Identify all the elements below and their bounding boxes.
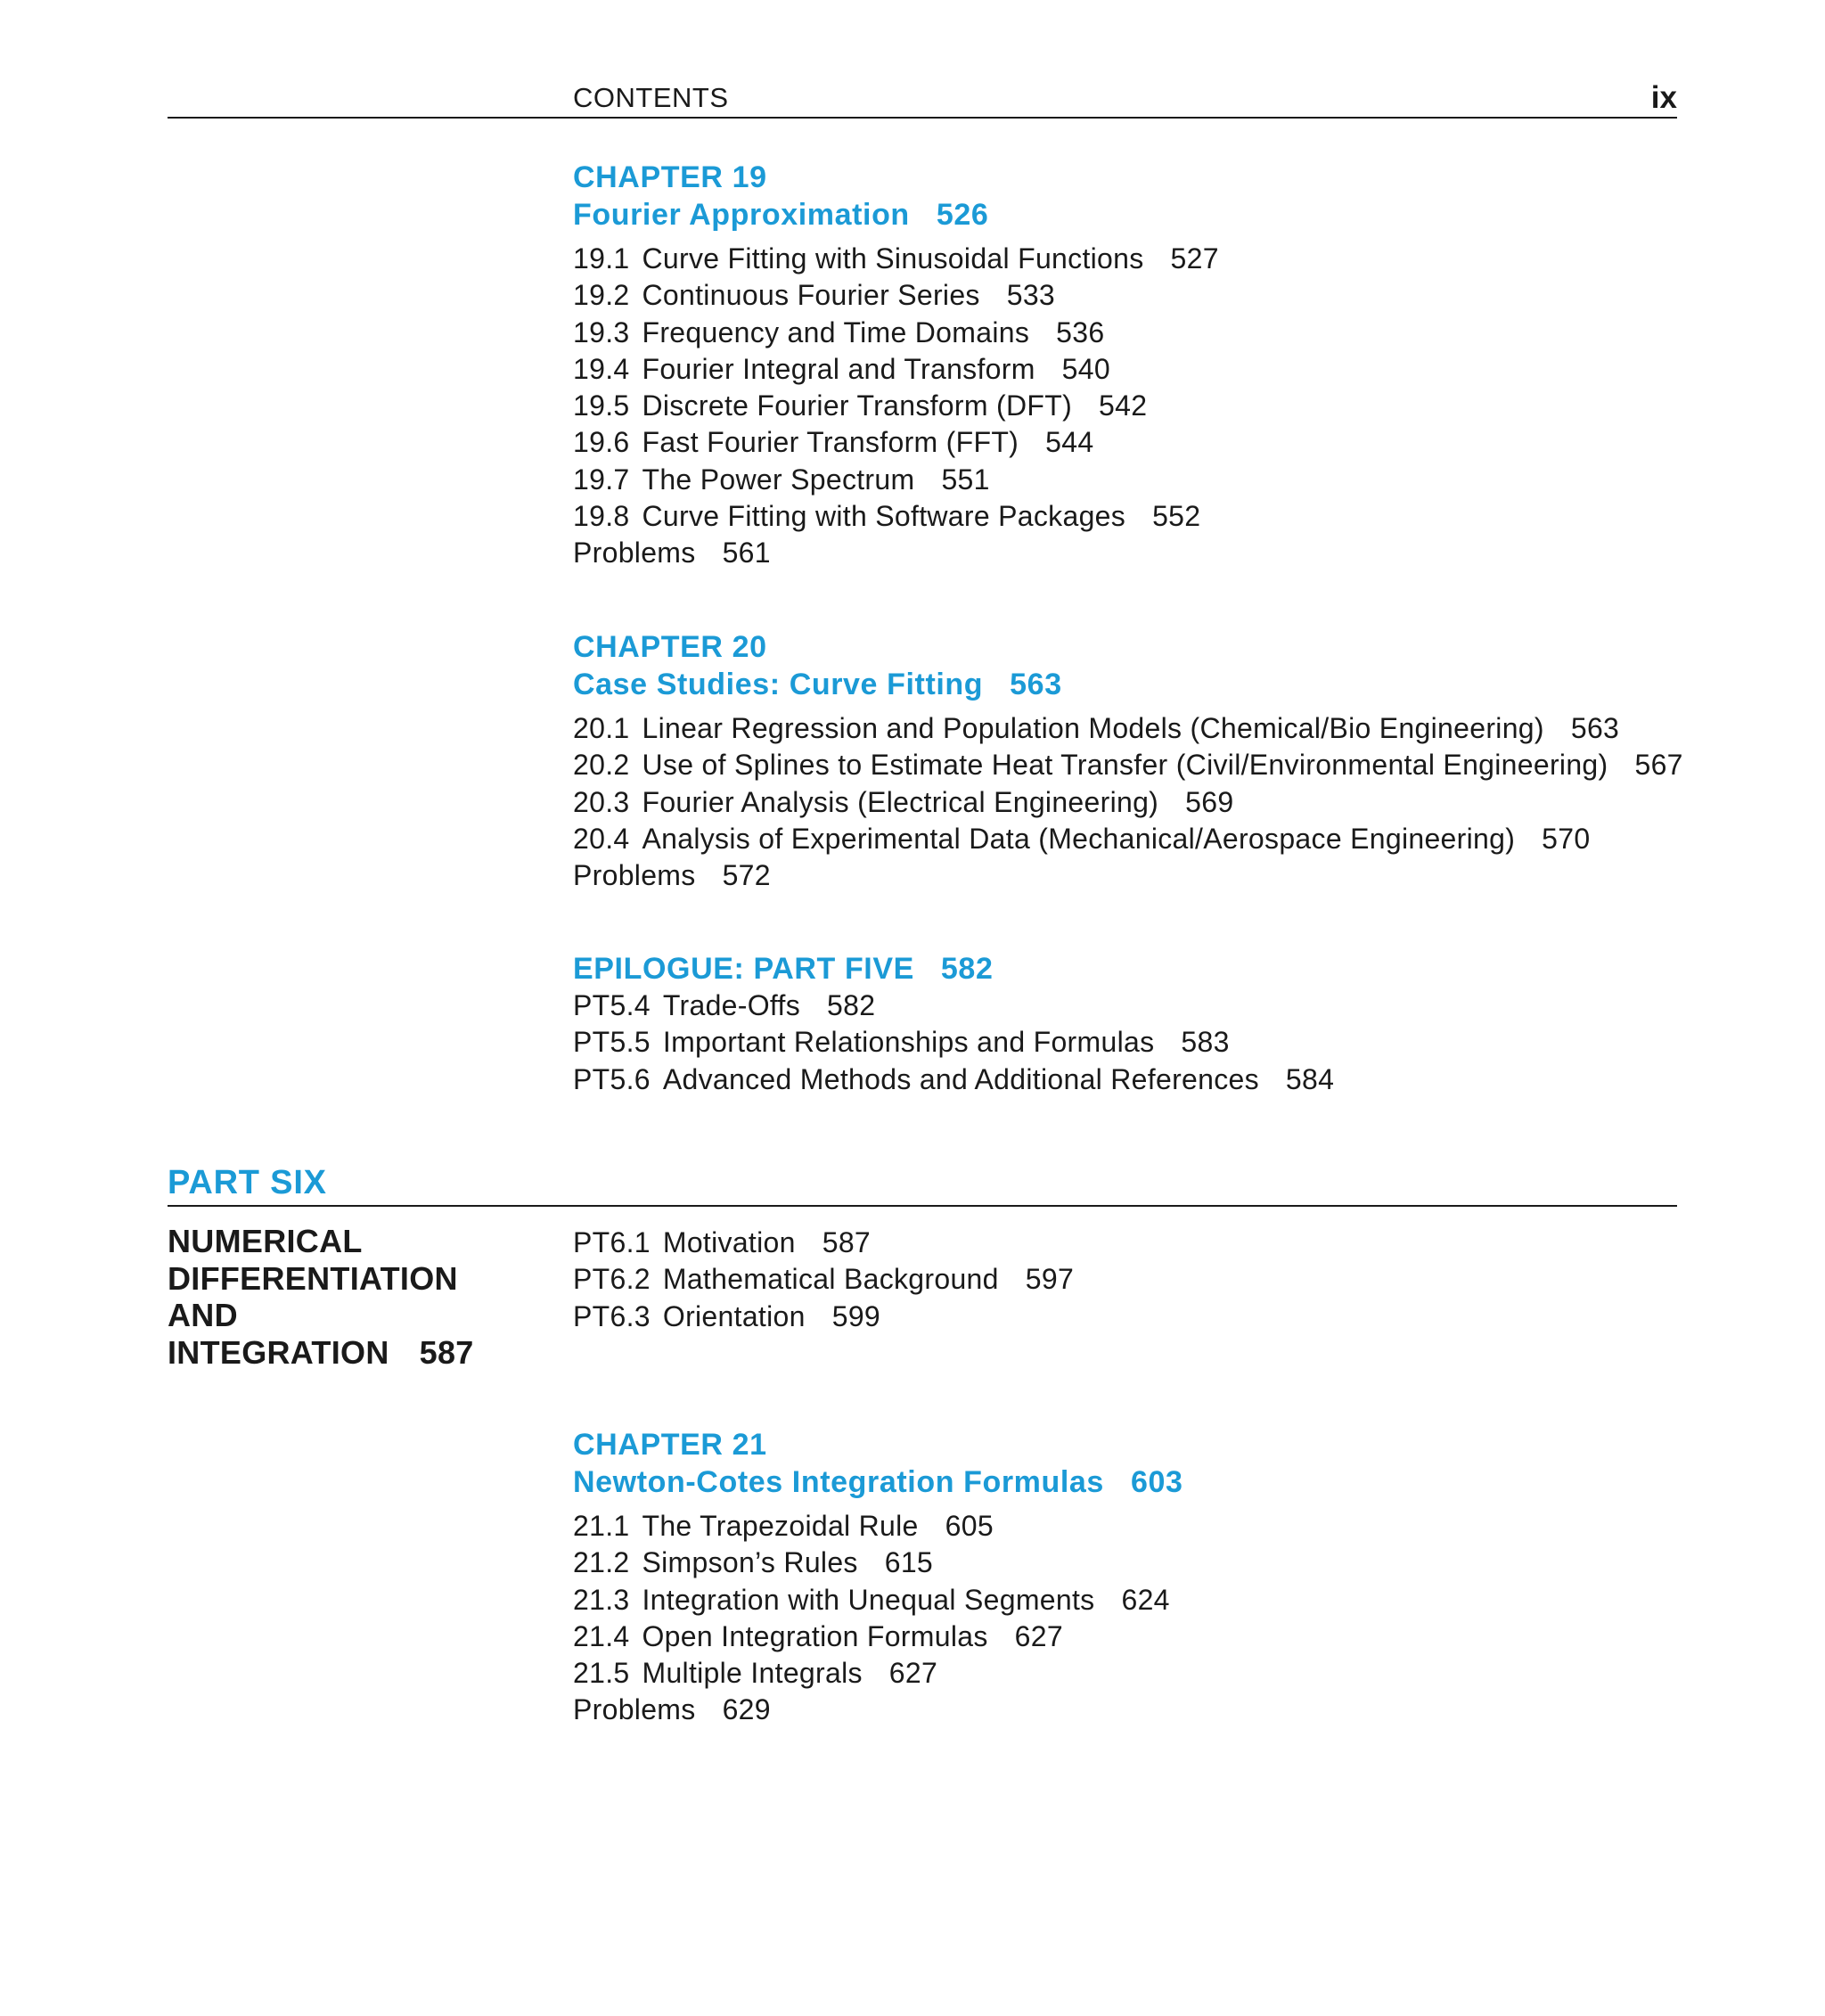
entry-title: Multiple Integrals — [642, 1657, 863, 1690]
entry-page: 567 — [1634, 749, 1683, 782]
part-six-title — [168, 1223, 474, 1371]
chapter-20-title: Case Studies: Curve Fitting — [573, 668, 984, 701]
part-six-entries-block — [573, 1225, 1074, 1335]
chapter-20-page: 563 — [1010, 668, 1062, 701]
entry-title: Simpson’s Rules — [642, 1546, 858, 1579]
entry-page: 570 — [1542, 822, 1591, 855]
entry-title: Problems — [573, 1693, 696, 1726]
entry-title: Curve Fitting with Software Packages — [642, 500, 1126, 533]
chapter-20-label: CHAPTER 20 — [573, 630, 767, 664]
chapter-21-title: Newton-Cotes Integration Formulas — [573, 1465, 1104, 1499]
entry-title: Fourier Analysis (Electrical Engineering) — [642, 785, 1159, 818]
entry-number: 20.1 — [573, 712, 630, 744]
entry-title: Orientation — [662, 1299, 806, 1332]
chapter-21-label: CHAPTER 21 — [573, 1428, 767, 1462]
toc-entry[interactable] — [573, 351, 1219, 388]
running-head: CONTENTS — [573, 82, 729, 113]
part-six-title-line: INTEGRATION — [168, 1333, 389, 1371]
entry-number: 19.7 — [573, 463, 630, 496]
entry-title: Motivation — [662, 1226, 796, 1258]
entry-page: 540 — [1061, 352, 1110, 385]
part-six-title-line: AND — [168, 1297, 238, 1333]
toc-entry[interactable] — [573, 784, 1683, 821]
toc-entry[interactable] — [573, 462, 1219, 498]
entry-page: 629 — [722, 1693, 771, 1726]
toc-entry[interactable] — [573, 1655, 1183, 1692]
entry-page: 542 — [1099, 389, 1148, 422]
entry-title: Problems — [573, 859, 696, 892]
entry-page: 624 — [1121, 1583, 1170, 1616]
epilogue-block — [573, 950, 1334, 1098]
entry-title: Open Integration Formulas — [642, 1619, 988, 1652]
part-six-title-last-line — [168, 1334, 474, 1372]
entry-number: 19.5 — [573, 389, 630, 422]
toc-entry[interactable] — [573, 1024, 1334, 1061]
epilogue-page: 582 — [940, 952, 994, 986]
part-six-rule — [168, 1205, 1677, 1207]
entry-page: 551 — [941, 463, 990, 496]
entry-page: 533 — [1006, 279, 1056, 312]
entry-number: 20.3 — [573, 785, 630, 818]
entry-number: 21.5 — [573, 1657, 630, 1690]
entry-number: 20.4 — [573, 822, 630, 855]
entry-number: PT6.1 — [573, 1226, 651, 1258]
chapter-21-entries — [573, 1508, 1183, 1729]
entry-page: 605 — [945, 1510, 994, 1542]
chapter-19-page: 526 — [936, 198, 989, 232]
toc-entry[interactable] — [573, 710, 1683, 747]
toc-entry[interactable] — [573, 424, 1219, 461]
entry-number: PT5.6 — [573, 1062, 651, 1095]
chapter-19-title: Fourier Approximation — [573, 198, 910, 232]
entry-page: 583 — [1181, 1026, 1230, 1059]
entry-page: 587 — [822, 1226, 872, 1258]
chapter-21-page: 603 — [1130, 1465, 1183, 1499]
entry-number: PT5.4 — [573, 989, 651, 1021]
entry-page: 582 — [827, 989, 876, 1021]
entry-title: Use of Splines to Estimate Heat Transfer (Civil/Environmental Engineering) — [642, 749, 1608, 782]
toc-entry[interactable] — [573, 1299, 1074, 1335]
entry-title: Trade-Offs — [662, 989, 801, 1021]
entry-title: The Trapezoidal Rule — [642, 1510, 919, 1542]
toc-entry-problems[interactable] — [573, 857, 1683, 894]
entry-title: Integration with Unequal Segments — [642, 1583, 1095, 1616]
epilogue-entries — [573, 988, 1334, 1098]
entry-title: Mathematical Background — [662, 1263, 999, 1296]
part-six-label: PART SIX — [168, 1164, 327, 1201]
toc-entry[interactable] — [573, 388, 1219, 424]
entry-title: Continuous Fourier Series — [642, 279, 980, 312]
entry-page: 599 — [831, 1299, 881, 1332]
entry-number: 21.1 — [573, 1510, 630, 1542]
toc-entry[interactable] — [573, 1508, 1183, 1545]
toc-entry[interactable] — [573, 277, 1219, 314]
toc-entry[interactable] — [573, 747, 1683, 783]
entry-number: 19.3 — [573, 316, 630, 348]
entry-page: 627 — [888, 1657, 938, 1690]
entry-number: PT6.2 — [573, 1263, 651, 1296]
entry-number: 19.8 — [573, 500, 630, 533]
entry-page: 527 — [1170, 242, 1219, 275]
entry-title: Discrete Fourier Transform (DFT) — [642, 389, 1073, 422]
toc-entry[interactable] — [573, 988, 1334, 1024]
entry-number: 19.4 — [573, 352, 630, 385]
part-six-page: 587 — [419, 1333, 474, 1371]
entry-page: 544 — [1045, 426, 1094, 459]
entry-page: 536 — [1056, 316, 1105, 348]
toc-entry[interactable] — [573, 1545, 1183, 1581]
entry-title: Frequency and Time Domains — [642, 316, 1030, 348]
chapter-21-title-line — [573, 1463, 1183, 1501]
entry-title: Fast Fourier Transform (FFT) — [642, 426, 1019, 459]
chapter-19-label: CHAPTER 19 — [573, 160, 767, 194]
entry-title: The Power Spectrum — [642, 463, 915, 496]
chapter-19-title-line — [573, 196, 1219, 234]
entry-number: 19.6 — [573, 426, 630, 459]
entry-number: 19.2 — [573, 279, 630, 312]
epilogue-title: EPILOGUE: PART FIVE — [573, 952, 914, 986]
part-six-title-line: DIFFERENTIATION — [168, 1259, 458, 1297]
entry-page: 597 — [1025, 1263, 1075, 1296]
entry-number: 19.1 — [573, 242, 630, 275]
chapter-21-block — [573, 1426, 1183, 1729]
toc-entry[interactable] — [573, 821, 1683, 857]
toc-entry[interactable] — [573, 1619, 1183, 1655]
entry-title: Linear Regression and Population Models (Chemical/Bio Engineering) — [642, 712, 1544, 744]
chapter-20-title-line — [573, 666, 1683, 703]
chapter-20-block — [573, 628, 1683, 894]
toc-entry[interactable] — [573, 1225, 1074, 1261]
entry-title: Advanced Methods and Additional References — [662, 1062, 1259, 1095]
entry-title: Important Relationships and Formulas — [662, 1026, 1155, 1059]
entry-title: Analysis of Experimental Data (Mechanical/Aerospace Engineering) — [642, 822, 1516, 855]
entry-title: Curve Fitting with Sinusoidal Functions — [642, 242, 1144, 275]
chapter-20-entries — [573, 710, 1683, 894]
chapter-19-entries — [573, 241, 1219, 572]
toc-entry-problems[interactable] — [573, 1692, 1183, 1728]
page-number: ix — [1650, 80, 1677, 115]
toc-entry[interactable] — [573, 315, 1219, 351]
entry-page: 615 — [884, 1546, 934, 1579]
entry-number: 21.2 — [573, 1546, 630, 1579]
entry-number: PT6.3 — [573, 1299, 651, 1332]
entry-page: 584 — [1285, 1062, 1335, 1095]
entry-page: 561 — [722, 537, 771, 570]
entry-number: 21.4 — [573, 1619, 630, 1652]
toc-entry[interactable] — [573, 498, 1219, 535]
header-rule — [168, 117, 1677, 119]
toc-entry[interactable] — [573, 241, 1219, 277]
chapter-19-block — [573, 159, 1219, 572]
entry-page: 572 — [722, 859, 771, 892]
entry-page: 552 — [1152, 500, 1201, 533]
toc-entry[interactable] — [573, 1061, 1334, 1098]
entry-number: PT5.5 — [573, 1026, 651, 1059]
entry-page: 569 — [1185, 785, 1234, 818]
entry-number: 21.3 — [573, 1583, 630, 1616]
entry-page: 627 — [1014, 1619, 1063, 1652]
entry-page: 563 — [1570, 712, 1620, 744]
entry-title: Fourier Integral and Transform — [642, 352, 1035, 385]
toc-entry-problems[interactable] — [573, 535, 1219, 571]
part-six-entries — [573, 1225, 1074, 1335]
toc-entry[interactable] — [573, 1261, 1074, 1298]
epilogue-title-line — [573, 950, 1334, 988]
entry-title: Problems — [573, 537, 696, 570]
entry-number: 20.2 — [573, 749, 630, 782]
part-six-title-line: NUMERICAL — [168, 1223, 363, 1259]
toc-entry[interactable] — [573, 1582, 1183, 1619]
